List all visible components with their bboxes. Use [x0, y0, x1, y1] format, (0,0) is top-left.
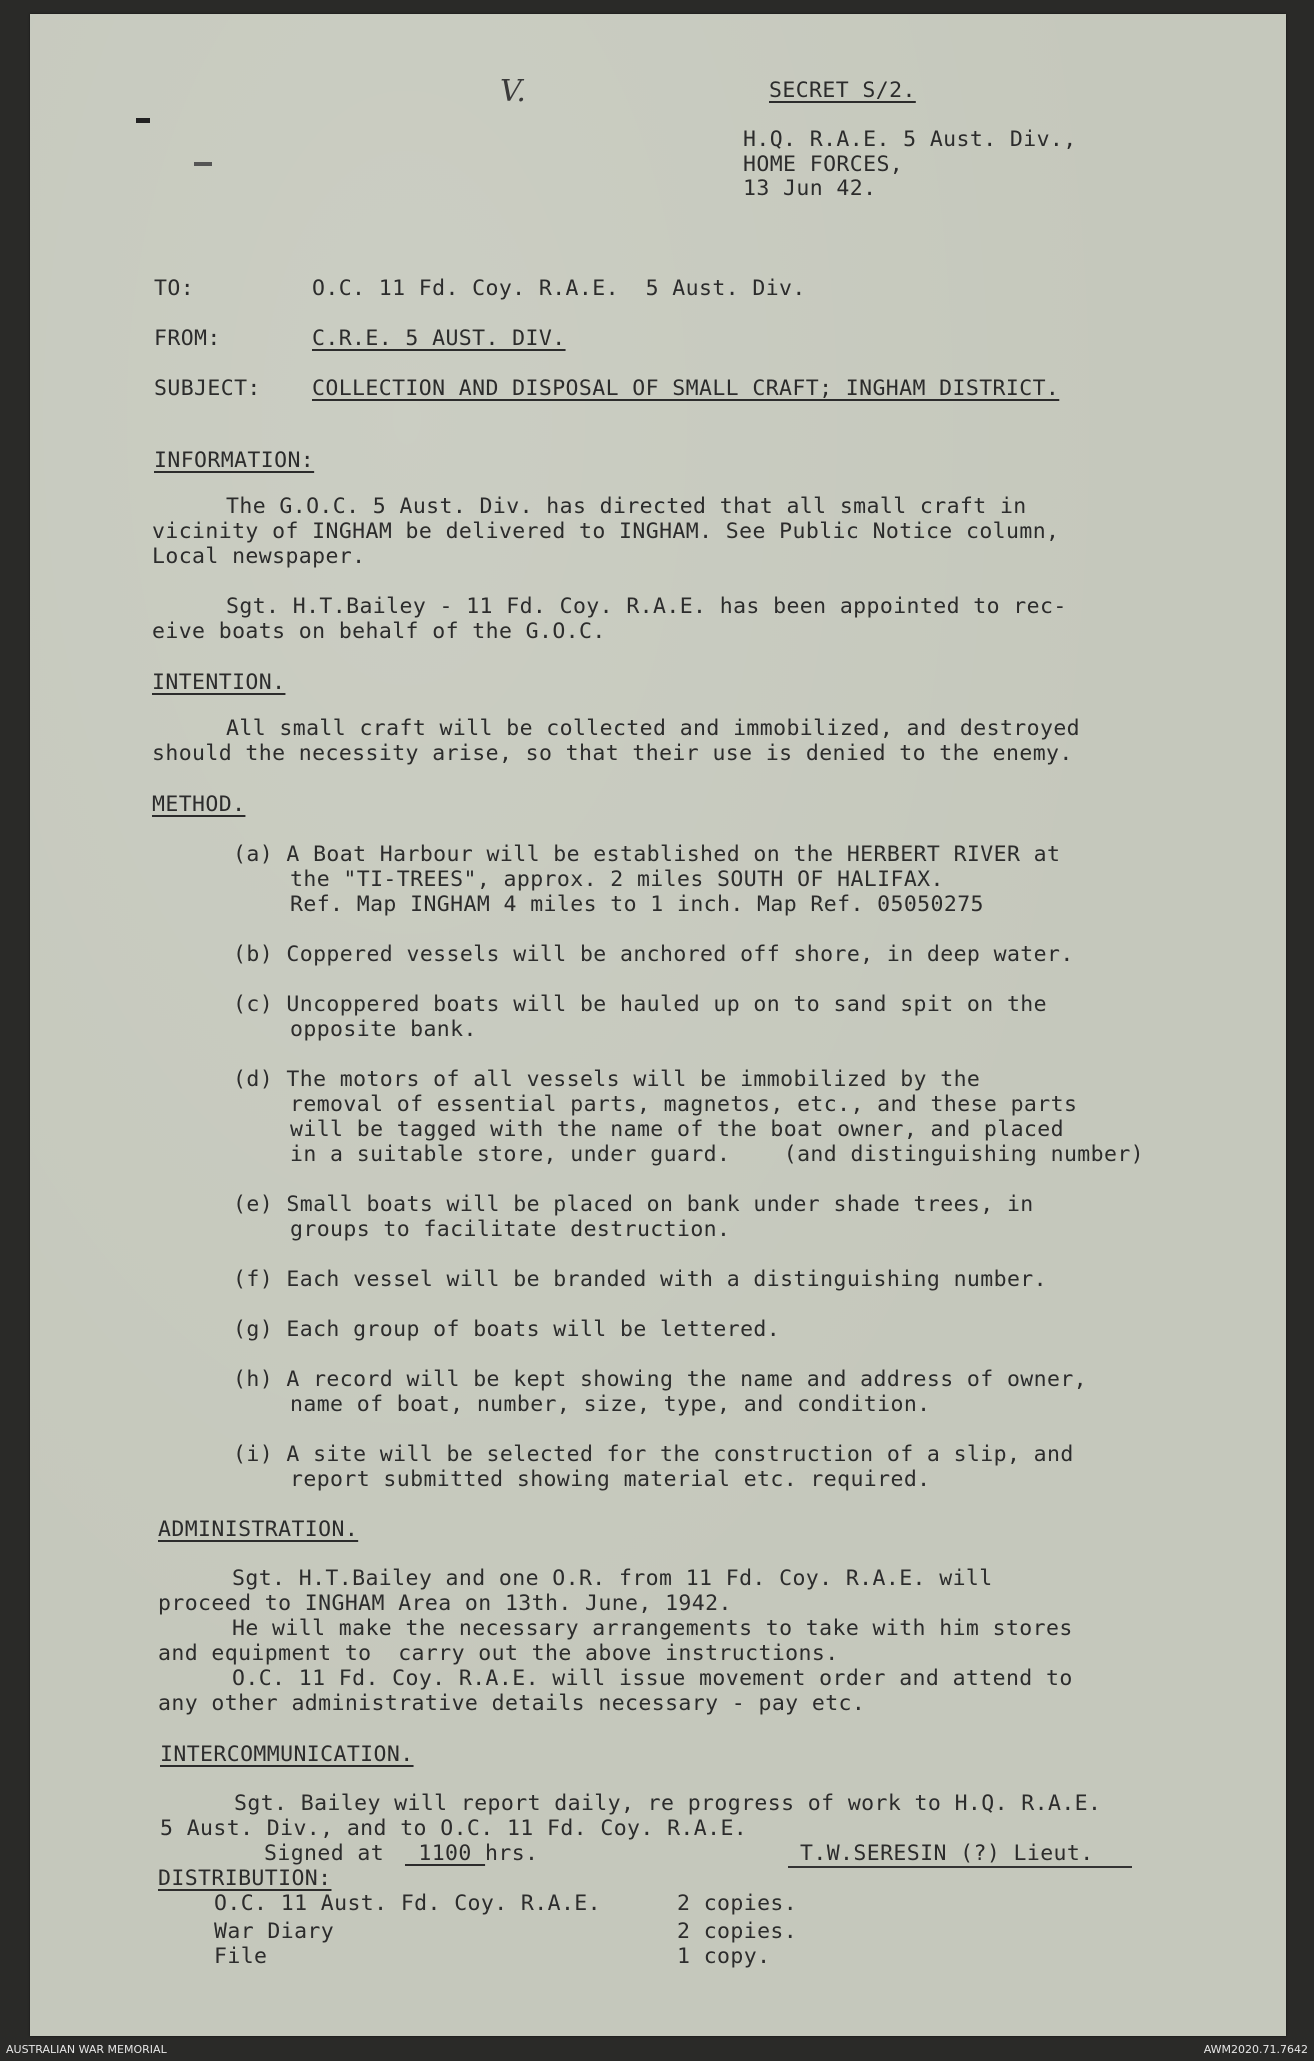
- section-heading-intercommunication: INTERCOMMUNICATION.: [160, 1742, 414, 1767]
- distribution-copies: 2 copies.: [677, 1919, 798, 1944]
- signed-suffix: hrs.: [485, 1841, 539, 1866]
- section-heading-distribution: DISTRIBUTION:: [158, 1866, 332, 1891]
- administration-line: any other administrative details necessary - pay etc.: [158, 1691, 866, 1716]
- ink-mark-faint: [194, 162, 212, 166]
- method-item-c: (c) Uncoppered boats will be hauled up on to sand spit on the: [233, 992, 1047, 1017]
- method-item-e: groups to facilitate destruction.: [290, 1217, 731, 1242]
- method-item-g: (g) Each group of boats will be lettered.: [233, 1317, 781, 1342]
- distribution-copies: 1 copy.: [677, 1944, 771, 1969]
- distribution-copies: 2 copies.: [677, 1891, 798, 1916]
- subject-value: COLLECTION AND DISPOSAL OF SMALL CRAFT; INGHAM DISTRICT.: [312, 376, 1060, 401]
- signature-line: [788, 1866, 1132, 1868]
- method-item-d: (d) The motors of all vessels will be immobilized by the: [233, 1067, 981, 1092]
- section-heading-method: METHOD.: [152, 792, 246, 817]
- distribution-recipient: File: [214, 1944, 268, 1969]
- method-item-d: in a suitable store, under guard. (and distinguishing number): [290, 1142, 1145, 1167]
- intercommunication-line: Sgt. Bailey will report daily, re progress of work to H.Q. R.A.E.: [234, 1791, 1102, 1816]
- intercommunication-line: 5 Aust. Div., and to O.C. 11 Fd. Coy. R.A.E.: [160, 1816, 748, 1841]
- information-line: eive boats on behalf of the G.O.C.: [152, 619, 606, 644]
- intention-line: All small craft will be collected and immobilized, and destroyed: [226, 716, 1081, 741]
- method-item-f: (f) Each vessel will be branded with a distinguishing number.: [233, 1267, 1047, 1292]
- section-heading-information: INFORMATION:: [154, 448, 315, 473]
- method-item-b: (b) Coppered vessels will be anchored off shore, in deep water.: [233, 942, 1074, 967]
- method-item-d: removal of essential parts, magnetos, etc., and these parts: [290, 1092, 1078, 1117]
- method-item-h: name of boat, number, size, type, and condition.: [290, 1392, 931, 1417]
- method-item-i: report submitted showing material etc. required.: [290, 1467, 931, 1492]
- signed-prefix: Signed at: [264, 1841, 385, 1866]
- section-heading-intention: INTENTION.: [152, 670, 286, 695]
- method-item-a: (a) A Boat Harbour will be established on the HERBERT RIVER at: [233, 842, 1061, 867]
- administration-line: Sgt. H.T.Bailey and one O.R. from 11 Fd. Coy. R.A.E. will: [232, 1566, 993, 1591]
- from-label: FROM:: [154, 326, 221, 351]
- method-item-h: (h) A record will be kept showing the name and address of owner,: [233, 1367, 1088, 1392]
- footer-credit: AUSTRALIAN WAR MEMORIAL: [6, 2043, 167, 2056]
- method-item-a: the "TI-TREES", approx. 2 miles SOUTH OF HALIFAX.: [290, 867, 944, 892]
- handwritten-mark: V.: [500, 74, 526, 109]
- administration-line: He will make the necessary arrangements to take with him stores: [232, 1616, 1073, 1641]
- section-heading-administration: ADMINISTRATION.: [158, 1517, 359, 1542]
- document-date: 13 Jun 42.: [743, 176, 877, 201]
- information-line: The G.O.C. 5 Aust. Div. has directed that all small craft in: [226, 494, 1027, 519]
- document-page: [30, 14, 1286, 2036]
- subject-label: SUBJECT:: [154, 376, 261, 401]
- method-item-c: opposite bank.: [290, 1017, 477, 1042]
- distribution-recipient: War Diary: [214, 1919, 335, 1944]
- origin-line1: H.Q. R.A.E. 5 Aust. Div.,: [743, 127, 1077, 152]
- ink-mark: [136, 118, 150, 123]
- signatory: T.W.SERESIN (?) Lieut.: [800, 1841, 1094, 1866]
- method-item-a: Ref. Map INGHAM 4 miles to 1 inch. Map Ref. 05050275: [290, 892, 984, 917]
- from-value: C.R.E. 5 AUST. DIV.: [312, 326, 566, 351]
- origin-line2: HOME FORCES,: [743, 152, 904, 177]
- footer-reference: AWM2020.71.7642: [1203, 2043, 1308, 2056]
- to-label: TO:: [154, 276, 195, 301]
- distribution-recipient: O.C. 11 Aust. Fd. Coy. R.A.E.: [214, 1891, 601, 1916]
- method-item-e: (e) Small boats will be placed on bank under shade trees, in: [233, 1192, 1034, 1217]
- information-line: Sgt. H.T.Bailey - 11 Fd. Coy. R.A.E. has been appointed to rec-: [226, 594, 1067, 619]
- method-item-d: will be tagged with the name of the boat owner, and placed: [290, 1117, 1064, 1142]
- classification-label: SECRET S/2.: [769, 78, 916, 103]
- information-line: Local newspaper.: [152, 544, 366, 569]
- administration-line: proceed to INGHAM Area on 13th. June, 1942.: [158, 1591, 732, 1616]
- signed-time: 1100: [405, 1841, 486, 1866]
- administration-line: and equipment to carry out the above instructions.: [158, 1641, 839, 1666]
- to-value: O.C. 11 Fd. Coy. R.A.E. 5 Aust. Div.: [312, 276, 806, 301]
- administration-line: O.C. 11 Fd. Coy. R.A.E. will issue movement order and attend to: [232, 1666, 1073, 1691]
- intention-line: should the necessity arise, so that their use is denied to the enemy.: [152, 741, 1073, 766]
- information-line: vicinity of INGHAM be delivered to INGHAM. See Public Notice column,: [152, 519, 1060, 544]
- method-item-i: (i) A site will be selected for the construction of a slip, and: [233, 1442, 1074, 1467]
